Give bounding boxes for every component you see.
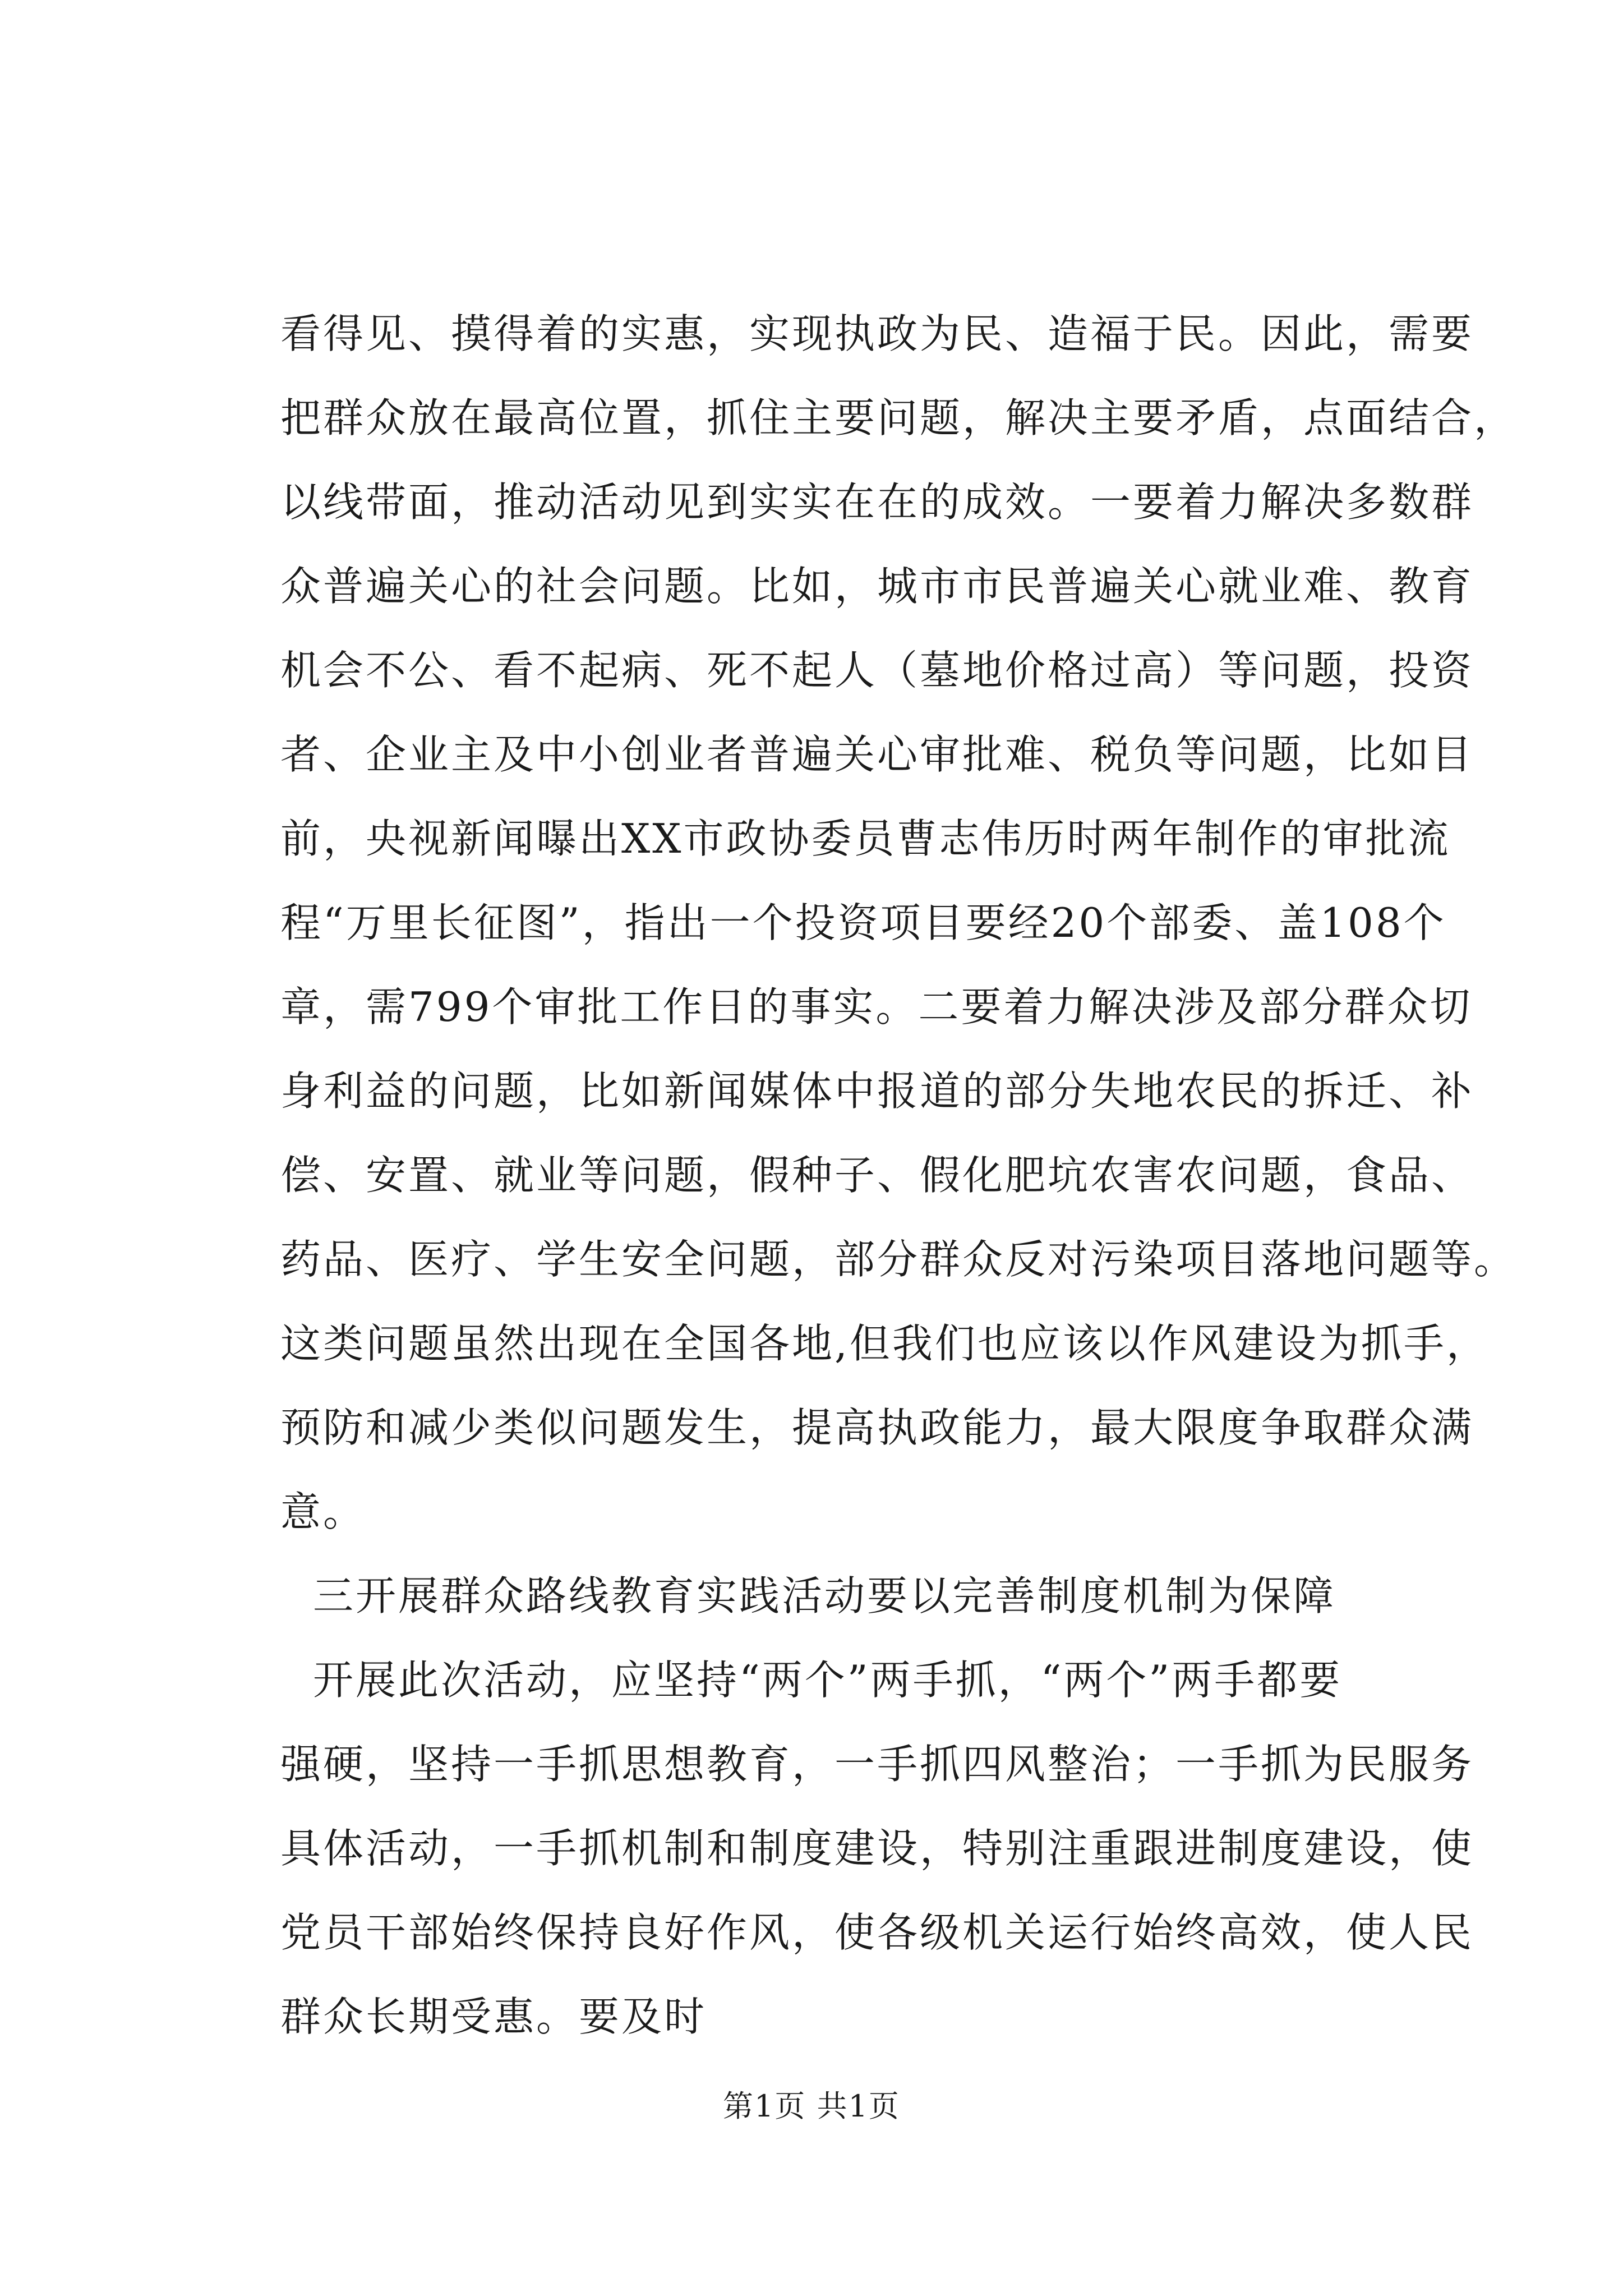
text-line: 强硬，坚持一手抓思想教育，一手抓四风整治；一手抓为民服务 bbox=[280, 1741, 1474, 1788]
document-body bbox=[280, 292, 1517, 2059]
text-line: 身利益的问题，比如新闻媒体中报道的部分失地农民的拆迁、补 bbox=[280, 1068, 1474, 1115]
page-footer: 第1页 共1页 bbox=[723, 2088, 900, 2124]
text-line: 药品、医疗、学生安全问题，部分群众反对污染项目落地问题等。 bbox=[280, 1236, 1517, 1283]
text-line: 者、企业主及中小创业者普遍关心审批难、税负等问题，比如目 bbox=[280, 731, 1474, 778]
text-line: 以线带面，推动活动见到实实在在的成效。一要着力解决多数群 bbox=[280, 478, 1474, 526]
text-line: 程“万里长征图”，指出一个投资项目要经20个部委、盖108个 bbox=[280, 899, 1446, 946]
text-line: 这类问题虽然出现在全国各地,但我们也应该以作风建设为抓手， bbox=[280, 1320, 1489, 1367]
text-line: 把群众放在最高位置，抓住主要问题，解决主要矛盾，点面结合， bbox=[280, 394, 1517, 441]
text-line: 群众长期受惠。要及时 bbox=[280, 1993, 707, 2040]
text-line: 前，央视新闻曝出XX市政协委员曹志伟历时两年制作的审批流 bbox=[280, 815, 1451, 862]
text-line: 看得见、摸得着的实惠，实现执政为民、造福于民。因此，需要 bbox=[280, 310, 1474, 357]
text-line: 意。 bbox=[280, 1488, 366, 1535]
text-line: 章，需799个审批工作日的事实。二要着力解决涉及部分群众切 bbox=[280, 983, 1473, 1030]
text-line: 预防和减少类似问题发生，提高执政能力，最大限度争取群众满 bbox=[280, 1404, 1474, 1451]
text-line: 机会不公、看不起病、死不起人（墓地价格过高）等问题，投资 bbox=[280, 647, 1474, 694]
text-line: 偿、安置、就业等问题，假种子、假化肥坑农害农问题，食品、 bbox=[280, 1152, 1474, 1199]
text-line: 具体活动，一手抓机制和制度建设，特别注重跟进制度建设，使 bbox=[280, 1825, 1474, 1872]
text-line: 党员干部始终保持良好作风，使各级机关运行始终高效，使人民 bbox=[280, 1909, 1474, 1956]
text-line: 众普遍关心的社会问题。比如，城市市民普遍关心就业难、教育 bbox=[280, 563, 1474, 610]
section-heading: 三开展群众路线教育实践活动要以完善制度机制为保障 bbox=[313, 1572, 1336, 1619]
text-line: 开展此次活动，应坚持“两个”两手抓，“两个”两手都要 bbox=[313, 1657, 1343, 1704]
